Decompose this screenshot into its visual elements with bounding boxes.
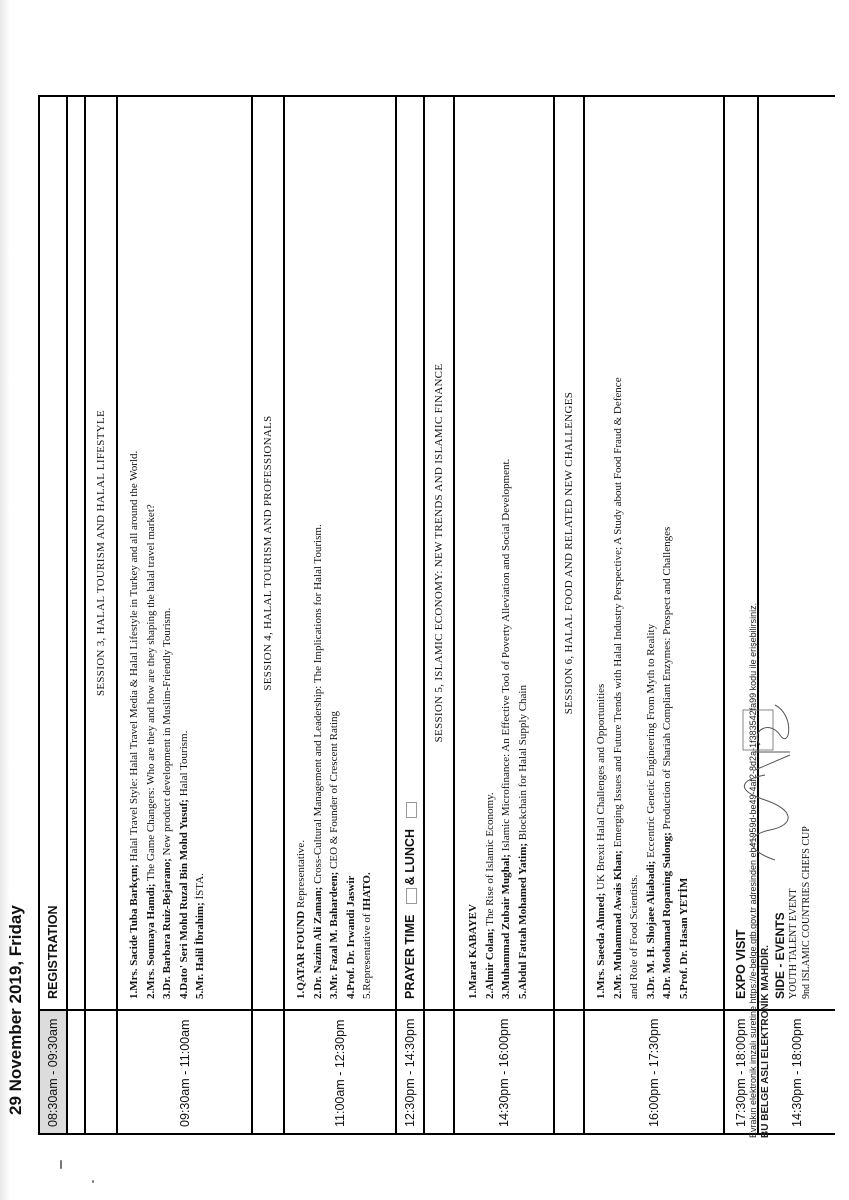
- registration-row: [39, 96, 67, 1134]
- session6-speaker: and Role of Food Scientists.: [628, 874, 640, 999]
- session5-speaker: 3.Muhammad Zubair Mughal; Islamic Microfinance: An Effective Tool of Poverty Alleviation and Social Development.: [500, 458, 512, 999]
- session5-speaker: 2.Almir Colan; The Rise of Islamic Economy.: [483, 792, 496, 999]
- registration-cell: [39, 96, 67, 1010]
- session3-speaker: 1.Mrs. Sacide Tuba Barkçın; Halal Travel Style: Halal Travel Media & Halal Lifestyle in Turkey and all around the World.: [128, 450, 140, 999]
- session5-speaker: 1.Marat KABAYEV: [467, 904, 479, 999]
- session3-time: 09:30am - 11:00am: [117, 1010, 252, 1134]
- session5-time: 14:30pm - 16:00pm: [454, 1010, 554, 1134]
- session3-speaker: 3.Dr. Barbara Ruiz-Bejarano; New product development in Muslim-Friendly Tourism.: [161, 607, 173, 999]
- side-events-cell: [758, 96, 835, 1010]
- session4-speaker: 5.Representative of IHATO.: [361, 872, 373, 999]
- spacer-row: [67, 96, 85, 1134]
- session6-speaker: 2.Mr. Muhammad Awais Khan; Emerging Issues and Future Trends with Halal Industry Perspective; A Study about Food Fraud & Defence: [611, 377, 624, 999]
- session3-title-row: [85, 96, 117, 1134]
- session4-speakers: [284, 96, 396, 1010]
- side-event-item: YOUTH TALENT EVENT: [788, 888, 799, 999]
- session4-speaker: 1.QATAR FOUND Representative.: [295, 839, 307, 999]
- session6-row: [584, 96, 724, 1134]
- date-heading: 29 November 2019, Friday: [6, 905, 25, 1115]
- side-events-time: 14:30pm - 18:00pm: [758, 1010, 835, 1134]
- session6-speaker: 5.Prof. Dr. Hasan YETİM: [677, 877, 690, 999]
- session4-speaker: 3.Mr. Fazal M. Bahardeen; CEO & Founder of Crescent Rating: [328, 711, 340, 999]
- esign-verification-line: Evrakın elektronik imzalı suretine https://e-belge.gtb.gov.tr adresinden eb41959d-be49-4af2-8d2a-1f383542fa99 kodu ile erişebilirsiniz.: [748, 602, 758, 1138]
- expo-time: 17:30pm - 18:00pm: [724, 1010, 758, 1134]
- lunch-label: & LUNCH: [402, 828, 417, 886]
- session6-speakers: [584, 96, 724, 1010]
- session4-row: [284, 96, 396, 1134]
- session5-title: SESSION 5, ISLAMIC ECONOMY: NEW TRENDS AND ISLAMIC FINANCE: [424, 96, 454, 1010]
- lunch-icon: [406, 802, 417, 818]
- prayer-time: 12:30pm - 14:30pm: [396, 1010, 424, 1134]
- side-event-item: 9nd ISLAMIC COUNTRIES CHEFS CUP: [800, 826, 812, 999]
- programme-table: [38, 95, 835, 1135]
- session4-speaker: 2.Dr. Nazim Ali Zaman; Cross-Cultural Management and Leadership: The Implications for Halal Tourism.: [311, 524, 324, 999]
- session6-speaker: 4.Dr. Moohamad Ropaning Sulong; Production of Shariah Compliant Enzymes: Prospect and Challenges: [661, 526, 673, 999]
- session6-time: 16:00pm - 17:30pm: [584, 1010, 724, 1134]
- registration-time: 08:30am - 09:30am: [39, 1010, 67, 1134]
- prayer-row: [396, 96, 424, 1134]
- session6-title-row: [554, 96, 584, 1134]
- session4-title-row: [252, 96, 284, 1134]
- session3-speakers: [117, 96, 252, 1010]
- session3-row: [117, 96, 252, 1134]
- prayer-icon: [406, 888, 417, 904]
- session5-row: [454, 96, 554, 1134]
- session5-title-row: [424, 96, 454, 1134]
- session4-speaker: 4.Prof. Dr. Irwandi Jaswir: [344, 875, 357, 999]
- session4-title: SESSION 4, HALAL TOURISM AND PROFESSIONALS: [252, 96, 284, 1010]
- session6-title: SESSION 6, HALAL FOOD AND RELATED NEW CHALLENGES: [554, 96, 584, 1010]
- expo-label: EXPO VISIT: [733, 929, 748, 999]
- session5-speakers: [454, 96, 554, 1010]
- prayer-cell: [396, 96, 424, 1010]
- session5-speaker: 5.Abdul Fattah Mohamed Yatim; Blockchain for Halal Supply Chain: [516, 685, 529, 999]
- session3-speaker: 5.Mr. Halil İbrahim; İSTA.: [194, 873, 206, 999]
- session3-speaker: 4.Dato' Seri Mohd Ruzal Bin Mohd Yusuf; Halal Tourism.: [177, 730, 190, 999]
- stamp-line: BU BELGE ASLI ELEKTRONİK MAHİDİR.: [760, 945, 771, 1138]
- registration-label: REGISTRATION: [45, 905, 60, 999]
- session3-speaker: 2.Mrs. Soumaya Hamdi; The Game Changers: Who are they and how are they shaping the halal travel market?: [144, 504, 157, 999]
- signature-scribble: [735, 700, 805, 870]
- session3-title: SESSION 3, HALAL TOURISM AND HALAL LIFESTYLE: [85, 96, 117, 1010]
- session6-speaker: 1.Mrs. Saeeda Ahmed; UK Brexit Halal Challenges and Opportunities: [595, 683, 607, 999]
- session6-speaker: 3.Dr. M. H. Shojaee Aliabadi; Eccentric Genetic Engineering From Myth to Reality: [644, 623, 657, 999]
- session4-time: 11:00am - 12:30pm: [284, 1010, 396, 1134]
- side-events-title: SIDE - EVENTS: [773, 912, 787, 999]
- prayer-label: PRAYER TIME: [402, 914, 417, 999]
